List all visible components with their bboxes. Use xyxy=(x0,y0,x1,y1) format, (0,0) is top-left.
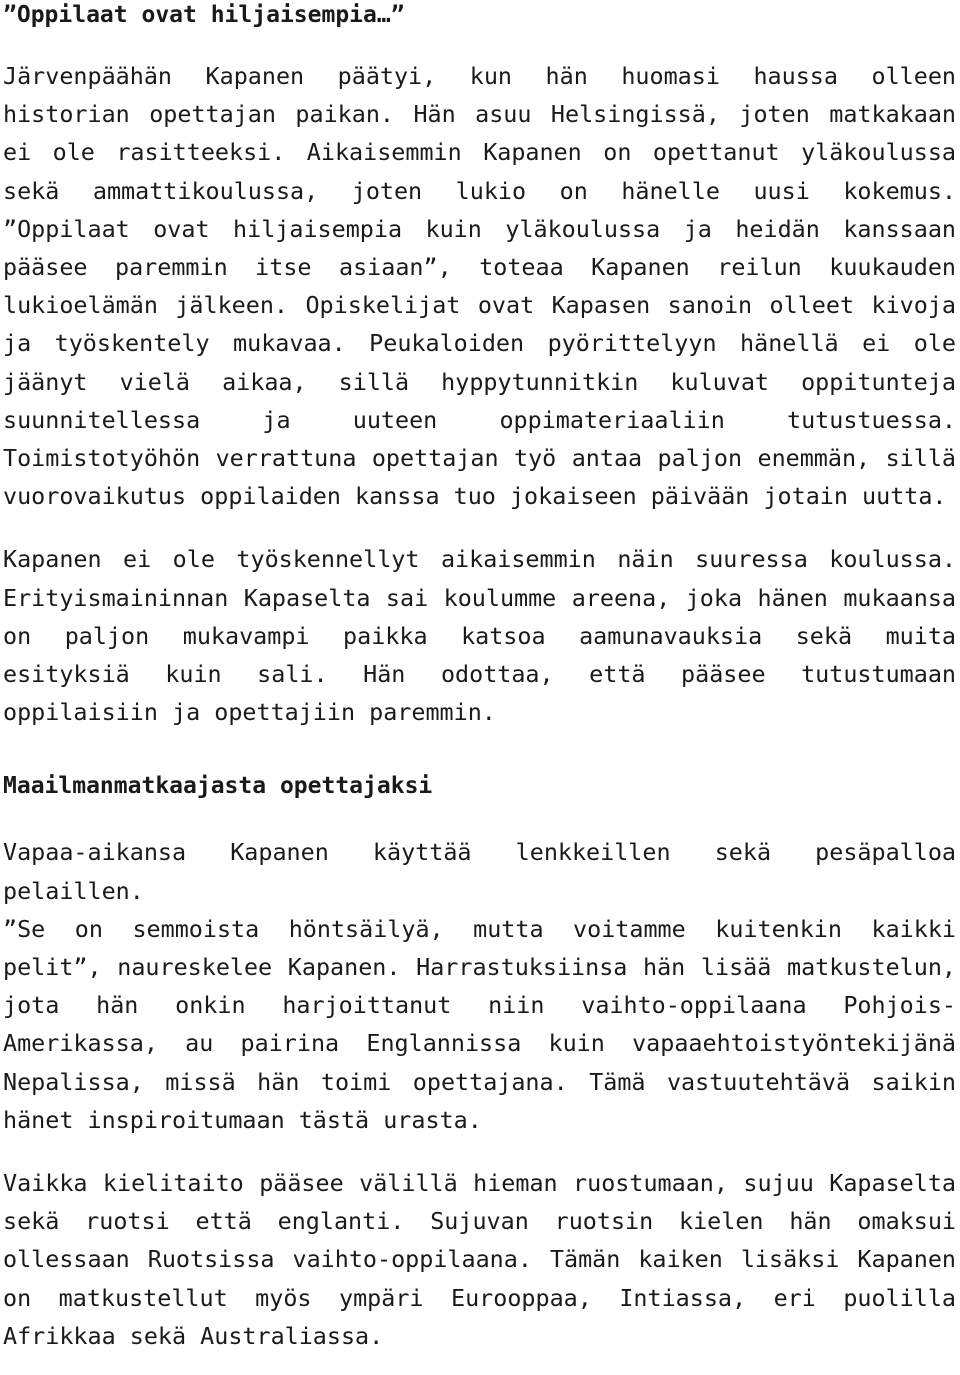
article-paragraph-3 xyxy=(3,833,956,1139)
section-heading: Maailmanmatkaajasta opettajaksi xyxy=(3,773,433,800)
article-title: ”Oppilaat ovat hiljaisempia…” xyxy=(3,2,405,28)
paragraph-3-lead: Vapaa-aikansa Kapanen käyttää lenkkeillen sekä pesäpalloa pelaillen. xyxy=(3,838,956,905)
paragraph-3-rest: ”Se on semmoista höntsäilyä, mutta voitamme kuitenkin kaikki pelit”, naureskelee Kapanen. Harrastuksiinsa hän lisää matkustelun, jota hän onkin harjoittanut niin vaihto-oppilaana Pohjois-Amerikassa, au pairina Englannissa kuin vapaaehtoistyöntekijänä Nepalissa, missä hän toimi opettajana. Tämä vastuutehtävä saikin hänet inspiroitumaan tästä urasta. xyxy=(3,914,956,1134)
article-paragraph-1: Järvenpäähän Kapanen päätyi, kun hän huomasi haussa olleen historian opettajan paikan. Hän asuu Helsingissä, joten matkakaan ei ole rasitteeksi. Aikaisemmin Kapanen on opettanut yläkoulussa sekä ammattikoulussa, joten lukio on hänelle uusi kokemus. ”Oppilaat ovat hiljaisempia kuin yläkoulussa ja heidän kanssaan pääsee paremmin itse asiaan”, toteaa Kapanen reilun kuukauden lukioelämän jälkeen. Opiskelijat ovat Kapasen sanoin olleet kivoja ja työskentely mukavaa. Peukaloiden pyörittelyyn hänellä ei ole jäänyt vielä aikaa, sillä hyppytunnitkin kuluvat oppitunteja suunnitellessa ja uuteen oppimateriaaliin tutustuessa. Toimistotyöhön verrattuna opettajan työ antaa paljon enemmän, sillä vuorovaikutus oppilaiden kanssa tuo jokaiseen päivään jotain uutta. xyxy=(3,62,956,511)
article-paragraph-4: Vaikka kielitaito pääsee välillä hieman ruostumaan, sujuu Kapaselta sekä ruotsi että englanti. Sujuvan ruotsin kielen hän omaksui ollessaan Ruotsissa vaihto-oppilaana. Tämän kaiken lisäksi Kapanen on matkustellut myös ympäri Eurooppaa, Intiassa, eri puolilla Afrikkaa sekä Australiassa. xyxy=(3,1169,956,1350)
article-paragraph-2: Kapanen ei ole työskennellyt aikaisemmin näin suuressa koulussa. Erityismaininnan Kapaselta sai koulumme areena, joka hänen mukaansa on paljon mukavampi paikka katsoa aamunavauksia sekä muita esityksiä kuin sali. Hän odottaa, että pääsee tutustumaan oppilaisiin ja opettajiin paremmin. xyxy=(3,545,956,727)
